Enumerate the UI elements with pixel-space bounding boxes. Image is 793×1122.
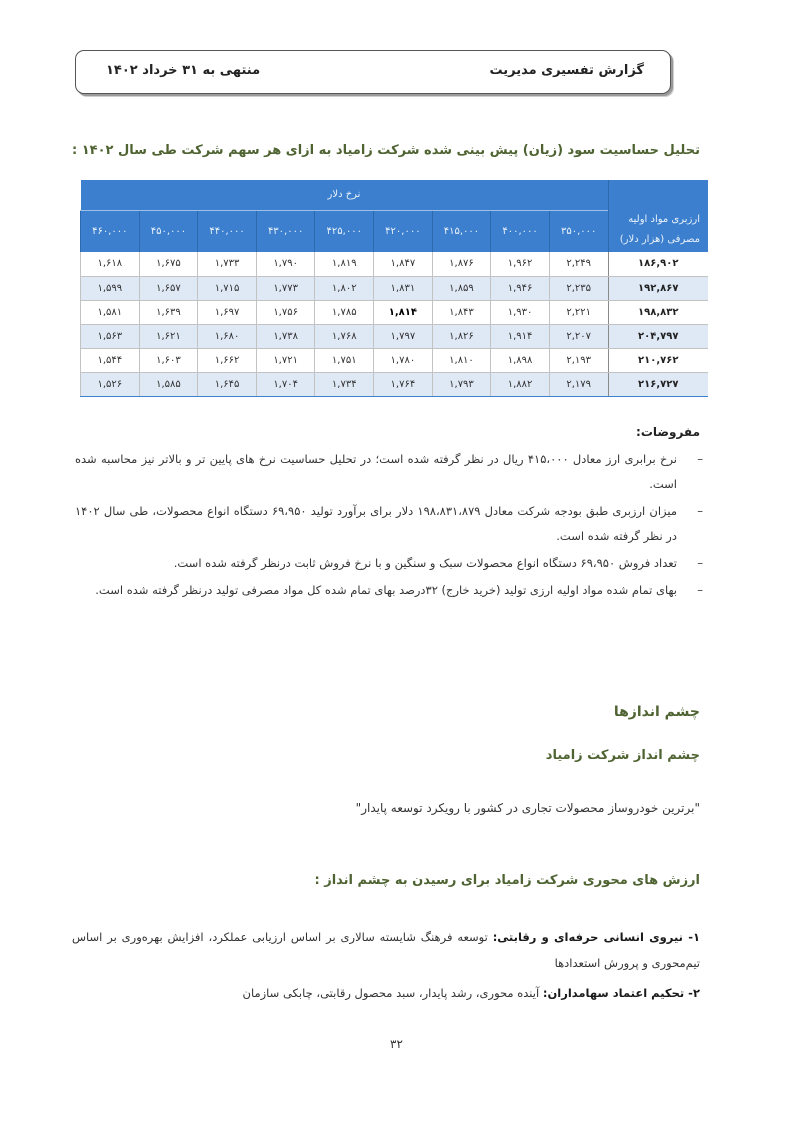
- row-header: ارزبری مواد اولیه مصرفی (هزار دلار): [608, 180, 708, 252]
- column-header: ۴۲۰,۰۰۰: [374, 210, 433, 252]
- table-cell: ۱,۷۹۷: [374, 324, 433, 348]
- table-cell: ۱,۷۳۸: [256, 324, 315, 348]
- table-cell: ۱,۷۷۳: [256, 276, 315, 300]
- table-cell: ۱,۶۲۱: [139, 324, 198, 348]
- table-cell: ۱,۷۹۳: [432, 372, 491, 396]
- table-cell: ۲,۲۳۵: [549, 276, 608, 300]
- dash-icon: –: [697, 504, 703, 518]
- table-cell: ۱,۷۵۱: [315, 348, 374, 372]
- dash-icon: –: [697, 452, 703, 466]
- table-cell: ۱,۷۳۴: [315, 372, 374, 396]
- table-cell: ۱,۵۴۴: [81, 348, 140, 372]
- table-cell: ۲,۲۴۹: [549, 252, 608, 276]
- table-cell: ۱,۸۷۶: [432, 252, 491, 276]
- assumptions-title: مفروضات:: [636, 425, 700, 439]
- table-row: [81, 348, 709, 372]
- report-title: گزارش تفسیری مدیریت: [489, 63, 644, 78]
- table-cell: ۱,۷۱۵: [198, 276, 257, 300]
- table-cell: ۱,۸۸۲: [491, 372, 550, 396]
- row-key-cell: ۱۹۸,۸۳۲: [608, 300, 708, 324]
- table-cell: ۲,۱۷۹: [549, 372, 608, 396]
- table-cell: ۲,۱۹۳: [549, 348, 608, 372]
- page-header: [75, 50, 671, 94]
- assumption-item: [75, 499, 703, 549]
- assumption-text: بهای تمام شده مواد اولیه ارزی تولید (خرید خارج) ۳۲درصد بهای تمام شده کل مواد مصرفی تولید درنظر گرفته شده است.: [95, 583, 677, 597]
- core-value-text: توسعه فرهنگ شایسته سالاری بر اساس ارزیابی عملکرد، افزایش بهره‌وری بر اساس تیم‌محوری و پرورش استعدادها: [72, 930, 700, 970]
- column-header: ۴۰۰,۰۰۰: [491, 210, 550, 252]
- table-row: [81, 324, 709, 348]
- table-cell: ۱,۷۸۵: [315, 300, 374, 324]
- table-row: [81, 300, 709, 324]
- table-cell: ۱,۹۶۲: [491, 252, 550, 276]
- assumption-text: تعداد فروش ۶۹،۹۵۰ دستگاه انواع محصولات سبک و سنگین و با نرخ فروش ثابت درنظر گرفته شده است.: [173, 556, 677, 570]
- table-cell: ۱,۸۴۳: [432, 300, 491, 324]
- table-cell: ۱,۸۱۹: [315, 252, 374, 276]
- vision-statement: "برترین خودروساز محصولات تجاری در کشور با رویکرد توسعه پایدار": [355, 801, 700, 815]
- table-cell: ۱,۸۵۹: [432, 276, 491, 300]
- table-cell: ۱,۶۱۸: [81, 252, 140, 276]
- core-value-text: آینده محوری، رشد پایدار، سبد محصول رقابتی، چابکی سازمان: [242, 986, 543, 1000]
- table-cell: ۱,۸۳۱: [374, 276, 433, 300]
- row-key-cell: ۱۸۶,۹۰۲: [608, 252, 708, 276]
- assumption-text: میزان ارزبری طبق بودجه شرکت معادل ۱۹۸،۸۳۱،۸۷۹ دلار برای برآورد تولید ۶۹،۹۵۰ دستگاه انواع محصولات، طی سال ۱۴۰۲ در نظر گرفته شده است.: [75, 504, 677, 543]
- column-header: ۴۴۰,۰۰۰: [198, 210, 257, 252]
- column-header: ۴۱۵,۰۰۰: [432, 210, 491, 252]
- table-cell: ۱,۶۶۲: [198, 348, 257, 372]
- core-value-label: ۲- تحکیم اعتماد سهامداران:: [542, 986, 700, 1000]
- table-cell: ۱,۸۱۴: [374, 300, 433, 324]
- table-cell: ۱,۶۰۳: [139, 348, 198, 372]
- core-values-heading: ارزش های محوری شرکت زامیاد برای رسیدن به چشم انداز :: [314, 873, 700, 888]
- table-cell: ۱,۷۳۳: [198, 252, 257, 276]
- table-cell: ۱,۷۸۰: [374, 348, 433, 372]
- assumptions-list: [75, 447, 703, 605]
- column-header: ۴۲۵,۰۰۰: [315, 210, 374, 252]
- vision-subheading: چشم انداز شرکت زامیاد: [545, 748, 700, 763]
- table-cell: ۱,۶۳۹: [139, 300, 198, 324]
- page-number: ۳۲: [390, 1037, 403, 1051]
- core-value-item: [72, 924, 700, 976]
- row-key-cell: ۲۱۰,۷۶۲: [608, 348, 708, 372]
- table-row: [81, 276, 709, 300]
- vision-heading: چشم اندازها: [613, 704, 700, 720]
- sensitivity-title: تحلیل حساسیت سود (زیان) پیش بینی شده شرکت زامیاد به ازای هر سهم شرکت طی سال ۱۴۰۲ :: [71, 143, 700, 158]
- row-key-cell: ۲۰۴,۷۹۷: [608, 324, 708, 348]
- table-cell: ۱,۵۸۱: [81, 300, 140, 324]
- table-cell: ۱,۷۵۶: [256, 300, 315, 324]
- core-value-item: [72, 980, 700, 1006]
- table-cell: ۱,۷۶۴: [374, 372, 433, 396]
- table-cell: ۱,۷۶۸: [315, 324, 374, 348]
- table-cell: ۱,۶۹۷: [198, 300, 257, 324]
- table-cell: ۲,۲۰۷: [549, 324, 608, 348]
- table-cell: ۱,۸۴۷: [374, 252, 433, 276]
- column-header: ۴۳۰,۰۰۰: [256, 210, 315, 252]
- core-value-label: ۱- نیروی انسانی حرفه‌ای و رقابتی:: [492, 930, 700, 944]
- table-cell: ۱,۵۹۹: [81, 276, 140, 300]
- table-cell: ۱,۶۴۵: [198, 372, 257, 396]
- table-cell: ۱,۸۹۸: [491, 348, 550, 372]
- column-header: ۴۶۰,۰۰۰: [81, 210, 140, 252]
- table-cell: ۱,۶۷۵: [139, 252, 198, 276]
- table-cell: ۱,۷۰۴: [256, 372, 315, 396]
- table-cell: ۱,۸۰۲: [315, 276, 374, 300]
- dash-icon: –: [697, 583, 703, 597]
- table-cell: ۱,۵۲۶: [81, 372, 140, 396]
- assumption-item: [75, 551, 703, 576]
- table-cell: ۱,۷۹۰: [256, 252, 315, 276]
- table-cell: ۱,۵۶۳: [81, 324, 140, 348]
- table-row: [81, 372, 709, 396]
- report-period: منتهی به ۳۱ خرداد ۱۴۰۲: [106, 63, 261, 78]
- table-cell: ۱,۹۴۶: [491, 276, 550, 300]
- table-cell: ۱,۹۳۰: [491, 300, 550, 324]
- table-cell: ۱,۶۵۷: [139, 276, 198, 300]
- table-cell: ۱,۷۲۱: [256, 348, 315, 372]
- row-key-cell: ۲۱۶,۷۲۷: [608, 372, 708, 396]
- assumption-item: [75, 447, 703, 497]
- assumption-text: نرخ برابری ارز معادل ۴۱۵،۰۰۰ ریال در نظر گرفته شده است؛ در تحلیل حساسیت نرخ های پایین تر و بالاتر نیز محاسبه شده است.: [75, 452, 678, 491]
- table-cell: ۱,۸۲۶: [432, 324, 491, 348]
- dash-icon: –: [697, 556, 703, 570]
- table-cell: ۱,۵۸۵: [139, 372, 198, 396]
- column-header: ۴۵۰,۰۰۰: [139, 210, 198, 252]
- column-header: ۳۵۰,۰۰۰: [549, 210, 608, 252]
- table-cell: ۲,۲۲۱: [549, 300, 608, 324]
- table-cell: ۱,۶۸۰: [198, 324, 257, 348]
- group-header: نرخ دلار: [81, 180, 609, 210]
- row-key-cell: ۱۹۲,۸۶۷: [608, 276, 708, 300]
- table-cell: ۱,۹۱۴: [491, 324, 550, 348]
- sensitivity-table: [80, 180, 708, 397]
- table-cell: ۱,۸۱۰: [432, 348, 491, 372]
- assumption-item: [75, 578, 703, 603]
- table-row: [81, 252, 709, 276]
